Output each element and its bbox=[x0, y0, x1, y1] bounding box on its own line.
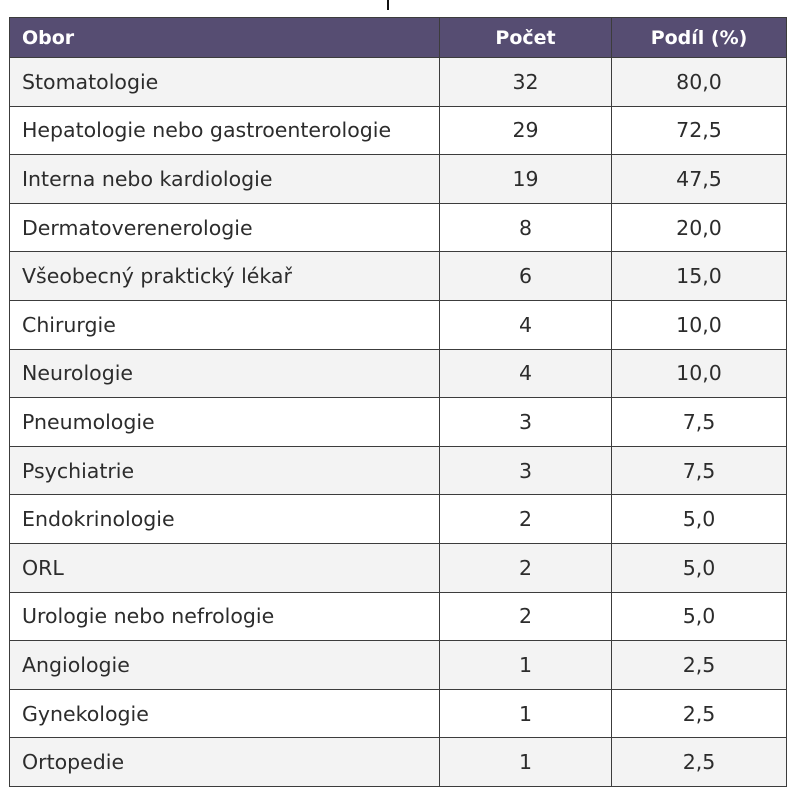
cell-podil: 2,5 bbox=[612, 738, 787, 787]
table-row bbox=[10, 592, 787, 641]
cell-obor: Dermatoverenerologie bbox=[10, 203, 440, 252]
table-row bbox=[10, 106, 787, 155]
cell-podil: 5,0 bbox=[612, 592, 787, 641]
cell-podil: 20,0 bbox=[612, 203, 787, 252]
table-row bbox=[10, 252, 787, 301]
cell-obor: Ortopedie bbox=[10, 738, 440, 787]
cell-pocet: 4 bbox=[440, 349, 612, 398]
cell-pocet: 1 bbox=[440, 689, 612, 738]
cell-pocet: 6 bbox=[440, 252, 612, 301]
cell-obor: Angiologie bbox=[10, 641, 440, 690]
cell-pocet: 2 bbox=[440, 495, 612, 544]
cell-pocet: 3 bbox=[440, 398, 612, 447]
cell-obor: ORL bbox=[10, 543, 440, 592]
table-row bbox=[10, 446, 787, 495]
cell-obor: Interna nebo kardiologie bbox=[10, 155, 440, 204]
cell-pocet: 3 bbox=[440, 446, 612, 495]
header-row bbox=[10, 18, 787, 58]
cell-podil: 2,5 bbox=[612, 689, 787, 738]
cell-podil: 2,5 bbox=[612, 641, 787, 690]
cell-pocet: 2 bbox=[440, 543, 612, 592]
cell-obor: Hepatologie nebo gastroenterologie bbox=[10, 106, 440, 155]
table-row bbox=[10, 300, 787, 349]
cell-pocet: 4 bbox=[440, 300, 612, 349]
specialty-table bbox=[9, 17, 787, 787]
table-row bbox=[10, 155, 787, 204]
cell-podil: 5,0 bbox=[612, 495, 787, 544]
cell-pocet: 8 bbox=[440, 203, 612, 252]
cell-podil: 7,5 bbox=[612, 446, 787, 495]
cell-obor: Pneumologie bbox=[10, 398, 440, 447]
table-row bbox=[10, 349, 787, 398]
caption-remnant-mark bbox=[387, 0, 389, 10]
cell-podil: 7,5 bbox=[612, 398, 787, 447]
header-pocet: Počet bbox=[440, 18, 612, 58]
cell-podil: 47,5 bbox=[612, 155, 787, 204]
cell-podil: 80,0 bbox=[612, 58, 787, 107]
cell-pocet: 2 bbox=[440, 592, 612, 641]
table-header bbox=[10, 18, 787, 58]
cell-obor: Všeobecný praktický lékař bbox=[10, 252, 440, 301]
cell-obor: Psychiatrie bbox=[10, 446, 440, 495]
table-row bbox=[10, 203, 787, 252]
cell-podil: 5,0 bbox=[612, 543, 787, 592]
table-row bbox=[10, 58, 787, 107]
table-row bbox=[10, 398, 787, 447]
table-body bbox=[10, 58, 787, 787]
table-row bbox=[10, 689, 787, 738]
cell-obor: Neurologie bbox=[10, 349, 440, 398]
cell-pocet: 29 bbox=[440, 106, 612, 155]
cell-pocet: 19 bbox=[440, 155, 612, 204]
cell-podil: 10,0 bbox=[612, 300, 787, 349]
cell-pocet: 1 bbox=[440, 738, 612, 787]
table-row bbox=[10, 495, 787, 544]
cell-obor: Gynekologie bbox=[10, 689, 440, 738]
cell-obor: Urologie nebo nefrologie bbox=[10, 592, 440, 641]
cell-pocet: 32 bbox=[440, 58, 612, 107]
cell-podil: 72,5 bbox=[612, 106, 787, 155]
cell-pocet: 1 bbox=[440, 641, 612, 690]
table-row bbox=[10, 543, 787, 592]
header-obor: Obor bbox=[10, 18, 440, 58]
cell-obor: Endokrinologie bbox=[10, 495, 440, 544]
cell-obor: Stomatologie bbox=[10, 58, 440, 107]
table-row bbox=[10, 641, 787, 690]
cell-obor: Chirurgie bbox=[10, 300, 440, 349]
header-podil: Podíl (%) bbox=[612, 18, 787, 58]
table-row bbox=[10, 738, 787, 787]
cell-podil: 15,0 bbox=[612, 252, 787, 301]
cell-podil: 10,0 bbox=[612, 349, 787, 398]
